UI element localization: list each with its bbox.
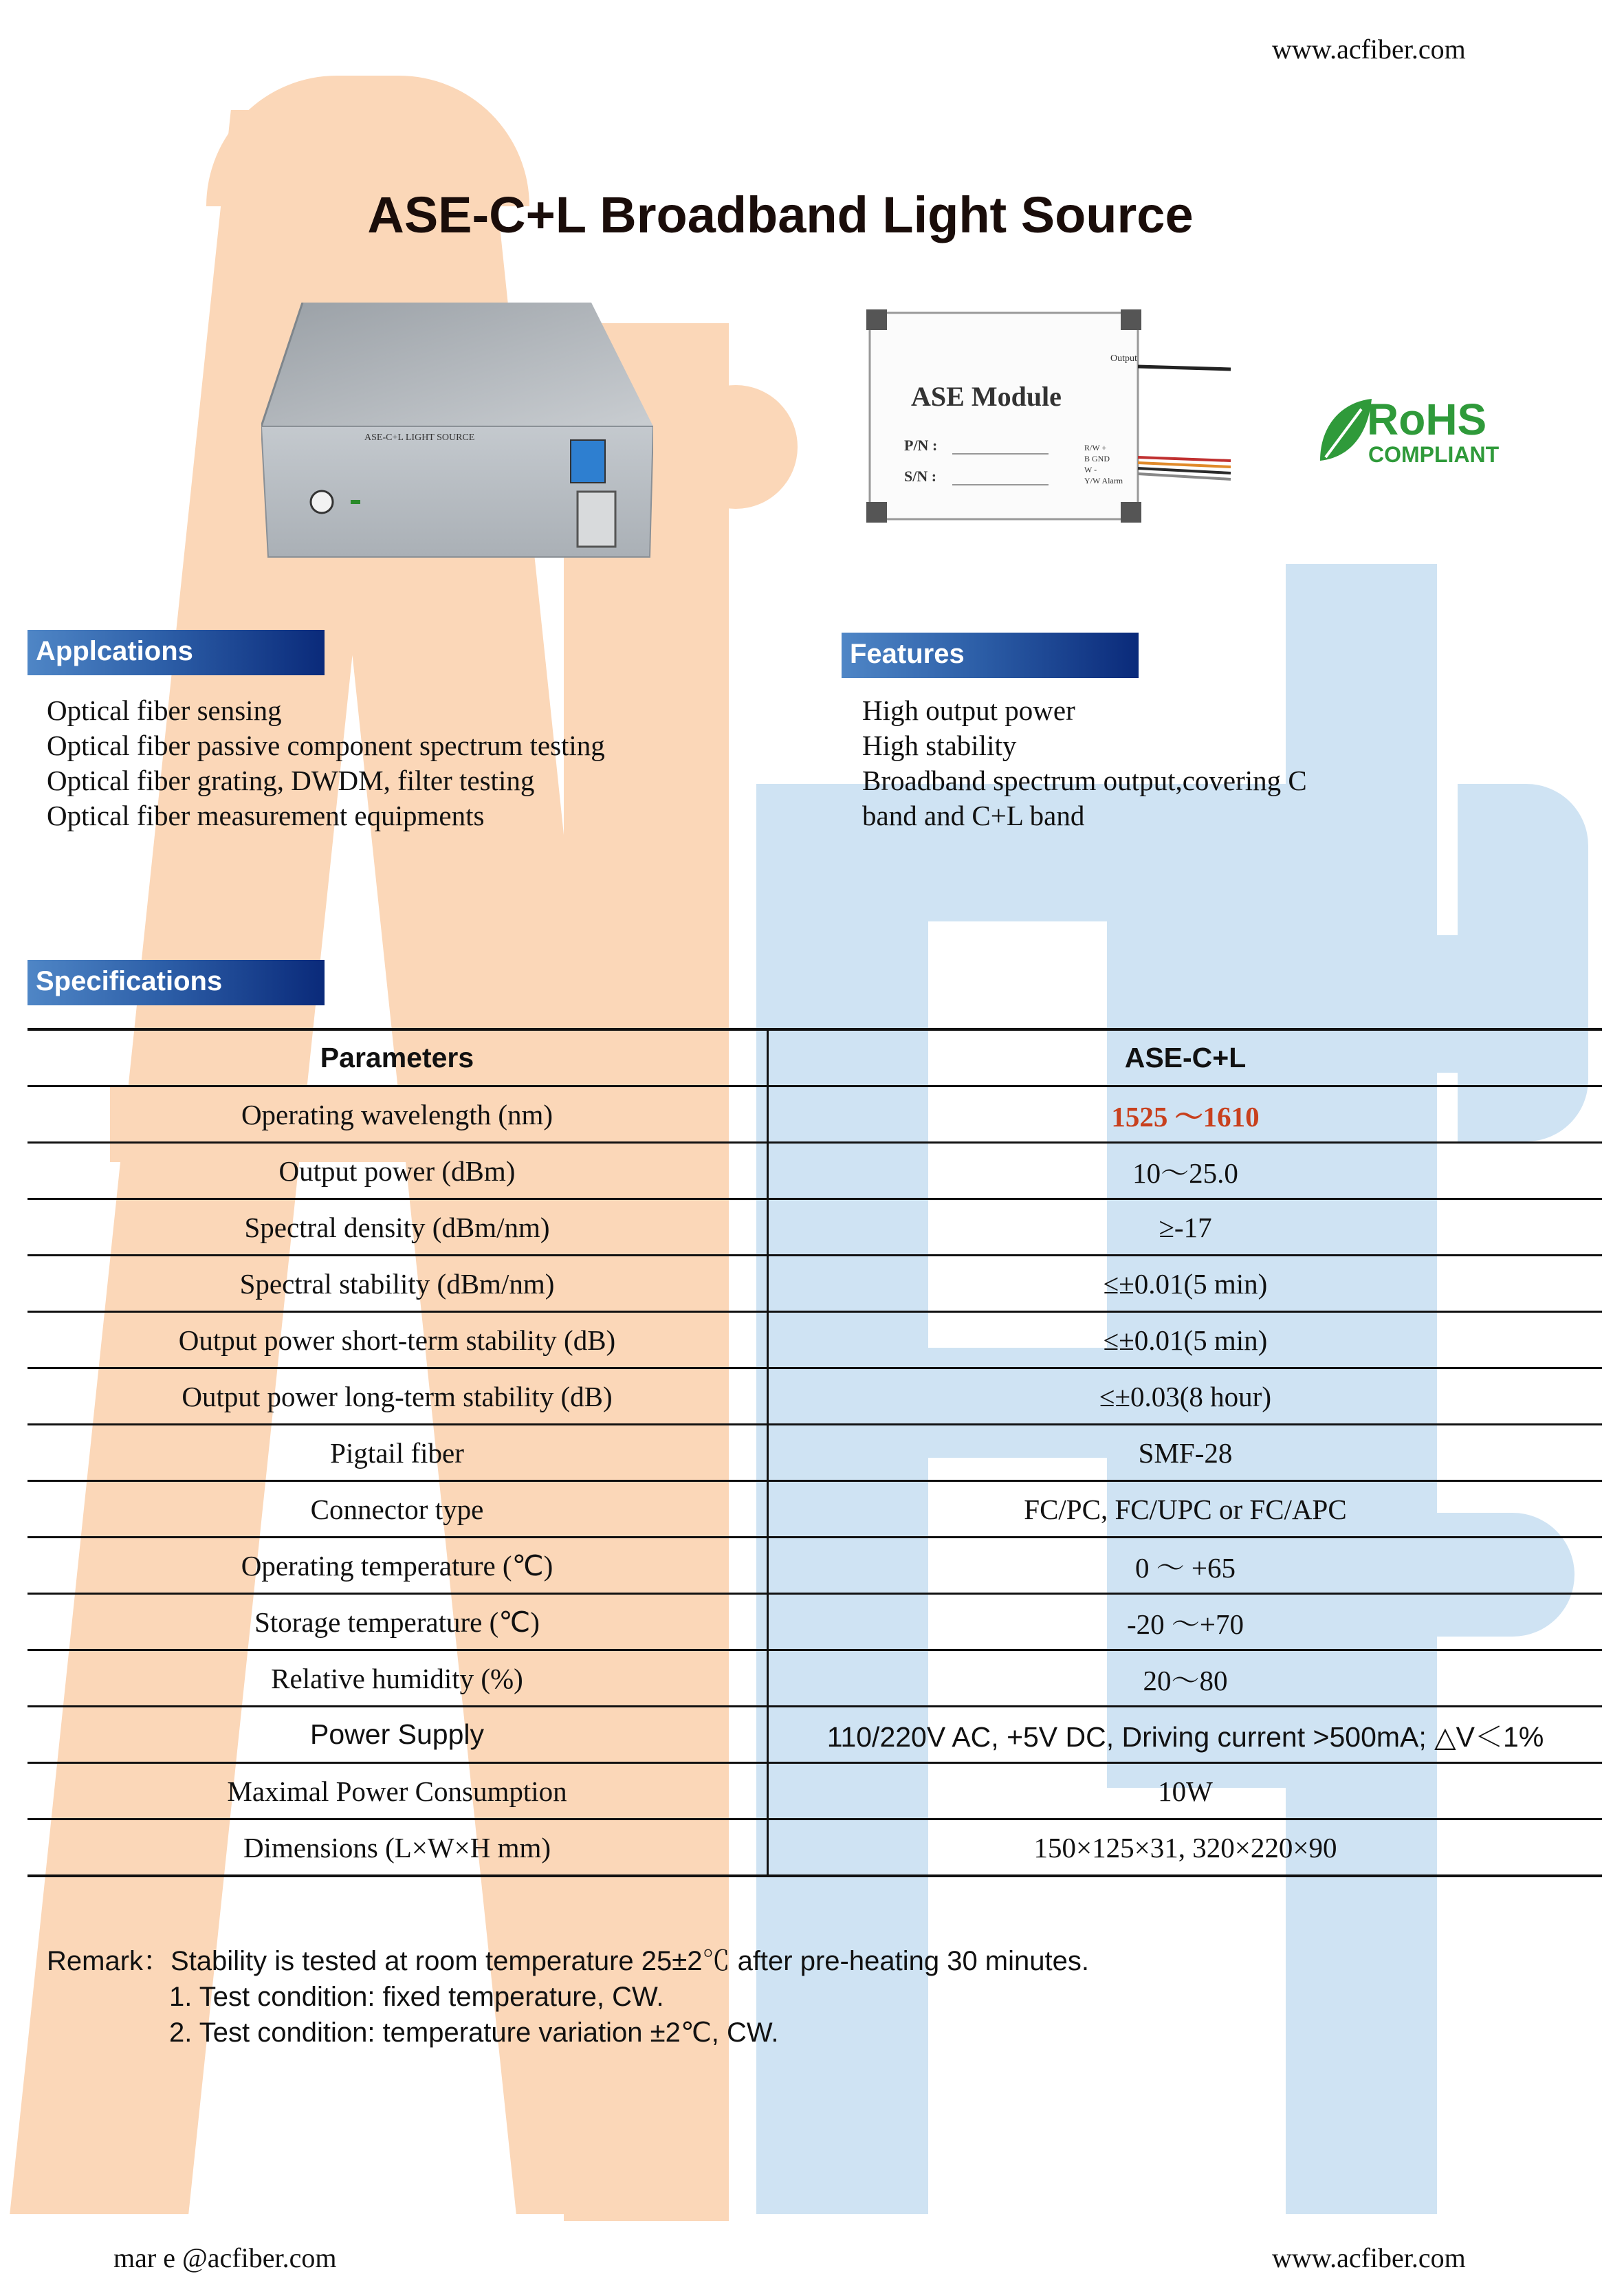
- table-row: [28, 1650, 1602, 1707]
- module-photo: [863, 306, 1234, 526]
- table-row: [28, 1763, 1602, 1819]
- module-pin-label: B GND: [1084, 454, 1110, 463]
- table-header-row: [28, 1029, 1602, 1086]
- features-list: [862, 693, 1307, 833]
- table-row: [28, 1819, 1602, 1877]
- parameter-cell: Output power long-term stability (dB): [28, 1368, 768, 1425]
- table-row: [28, 1086, 1602, 1143]
- list-item: Broadband spectrum output,covering C: [862, 765, 1307, 796]
- module-pin-label: W -: [1084, 465, 1097, 474]
- value-cell: ≤±0.01(5 min): [768, 1256, 1603, 1312]
- list-item: Optical fiber passive component spectrum testing: [47, 730, 605, 761]
- specifications-table: [28, 1028, 1602, 1877]
- parameter-cell: Power Supply: [28, 1707, 768, 1763]
- table-row: [28, 1594, 1602, 1650]
- parameter-cell: Storage temperature (℃): [28, 1594, 768, 1650]
- module-pin-label: Y/W Alarm: [1084, 476, 1123, 485]
- list-item: High stability: [862, 730, 1017, 761]
- value-cell: SMF-28: [768, 1425, 1603, 1481]
- value-cell: 10W: [768, 1763, 1603, 1819]
- value-cell: ≤±0.01(5 min): [768, 1312, 1603, 1368]
- footer-website[interactable]: www.acfiber.com: [1272, 2242, 1466, 2273]
- module-pn: P/N :: [904, 437, 938, 454]
- table-row: [28, 1312, 1602, 1368]
- value-cell: 20～80: [768, 1650, 1603, 1707]
- table-row: [28, 1425, 1602, 1481]
- list-item: High output power: [862, 695, 1075, 726]
- list-item: band and C+L band: [862, 800, 1085, 831]
- remark-note: 1. Test condition: fixed temperature, CW.: [169, 1982, 664, 2012]
- table-row: [28, 1481, 1602, 1538]
- parameter-cell: Output power short-term stability (dB): [28, 1312, 768, 1368]
- parameter-cell: Output power (dBm): [28, 1143, 768, 1199]
- value-cell: 110/220V AC, +5V DC, Driving current >500mA; △V＜1%: [768, 1707, 1603, 1763]
- rohs-compliant-text: COMPLIANT: [1368, 442, 1500, 467]
- list-item: Optical fiber measurement equipments: [47, 800, 485, 831]
- value-cell: 1525 ～1610: [768, 1086, 1603, 1143]
- header-website[interactable]: www.acfiber.com: [1272, 34, 1466, 65]
- value-cell: -20 ～+70: [768, 1594, 1603, 1650]
- module-sn: S/N :: [904, 468, 937, 485]
- parameter-cell: Operating temperature (℃): [28, 1538, 768, 1594]
- table-row: [28, 1368, 1602, 1425]
- device-photo: [261, 303, 653, 564]
- table-row: [28, 1199, 1602, 1256]
- device-label: ASE-C+L LIGHT SOURCE: [364, 433, 475, 443]
- parameter-cell: Connector type: [28, 1481, 768, 1538]
- table-row: [28, 1143, 1602, 1199]
- applications-heading: Applcations: [28, 630, 325, 675]
- features-heading: Features: [842, 633, 1139, 678]
- value-cell: 0 ～ +65: [768, 1538, 1603, 1594]
- remark-note: 2. Test condition: temperature variation ±2℃, CW.: [169, 2018, 779, 2048]
- specifications-heading: Specifications: [28, 960, 325, 1005]
- table-row: [28, 1707, 1602, 1763]
- rohs-logo: [1313, 392, 1519, 474]
- column-header-parameters: Parameters: [28, 1029, 768, 1086]
- parameter-cell: Spectral density (dBm/nm): [28, 1199, 768, 1256]
- list-item: Optical fiber grating, DWDM, filter testing: [47, 765, 535, 796]
- list-item: Optical fiber sensing: [47, 695, 282, 726]
- remark-block: [47, 1943, 1089, 2051]
- module-title: ASE Module: [911, 381, 1062, 412]
- applications-list: [47, 693, 605, 833]
- value-cell: ≤±0.03(8 hour): [768, 1368, 1603, 1425]
- parameter-cell: Relative humidity (%): [28, 1650, 768, 1707]
- parameter-cell: Maximal Power Consumption: [28, 1763, 768, 1819]
- module-output-label: Output: [1110, 353, 1137, 364]
- parameter-cell: Pigtail fiber: [28, 1425, 768, 1481]
- rohs-text: RoHS: [1367, 395, 1487, 444]
- module-pin-label: R/W +: [1084, 443, 1107, 452]
- page-title: ASE-C+L Broadband Light Source: [367, 186, 1194, 243]
- value-cell: FC/PC, FC/UPC or FC/APC: [768, 1481, 1603, 1538]
- footer-email[interactable]: mar e @acfiber.com: [113, 2242, 337, 2273]
- parameter-cell: Operating wavelength (nm): [28, 1086, 768, 1143]
- value-cell: 10～25.0: [768, 1143, 1603, 1199]
- parameter-cell: Dimensions (L×W×H mm): [28, 1819, 768, 1877]
- column-header-model: ASE-C+L: [768, 1029, 1603, 1086]
- parameter-cell: Spectral stability (dBm/nm): [28, 1256, 768, 1312]
- table-row: [28, 1256, 1602, 1312]
- value-cell: ≥-17: [768, 1199, 1603, 1256]
- table-row: [28, 1538, 1602, 1594]
- value-cell: 150×125×31, 320×220×90: [768, 1819, 1603, 1877]
- remark-line: Remark：Stability is tested at room temperature 25±2℃ after pre-heating 30 minutes.: [47, 1946, 1089, 1976]
